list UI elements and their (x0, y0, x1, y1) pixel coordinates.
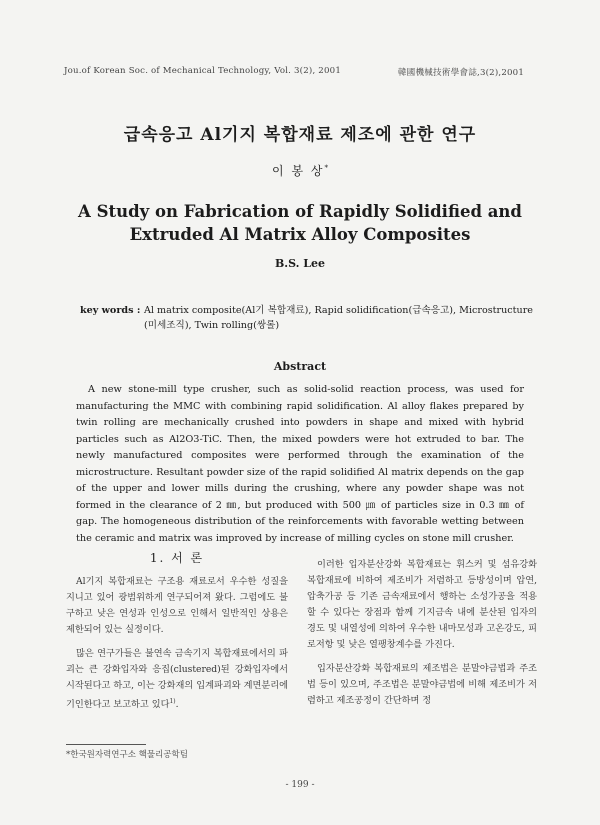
footnote-affiliation: *한국원자력연구소 핵물리공학팀 (66, 750, 188, 760)
english-title-line-1: A Study on Fabrication of Rapidly Solidified and (78, 202, 522, 221)
english-author: B.S. Lee (274, 257, 326, 270)
reference-mark: 1) (169, 698, 176, 705)
abstract-line: formed in the clearance of 2 ㎜, but produced with 500 ㎛ of particles size in 0.3 ㎜ of (76, 499, 524, 511)
running-header-right: 韓國機械技術學會誌,3(2),2001 (397, 68, 524, 78)
keywords-label: key words : (80, 305, 141, 316)
korean-author (0, 162, 600, 179)
keywords-line-1: Al matrix composite(Al기 복합재료), Rapid solidification(급속응고), Microstructure (144, 305, 533, 316)
intro-paragraph-4: 입자분산강화 복합재료의 제조법은 분말야금법과 주조법 등이 있으며, 주조법은 분말야금법에 비해 제조비가 저렴하고 제조공정이 간단하며 정 (307, 663, 537, 706)
abstract-heading: Abstract (273, 360, 327, 373)
section-heading-introduction: 1. 서 론 (149, 551, 205, 565)
intro-paragraph-2-text: 많은 연구가들은 불연속 금속기지 복합재료에서의 파괴는 큰 강화입자와 응집(clustered)된 강화입자에서 시작된다고 하고, 이는 강화재의 입계파괴와 계면분리에 기인한다고 보고하고 있다 (66, 648, 288, 711)
abstract-line: gap. The homogeneous distribution of the reinforcements with favorable wetting between (76, 516, 524, 527)
abstract-line: particles such as Al2O3-TiC. Then, the mixed powders were hot extruded to bar. The (76, 433, 524, 445)
abstract-line: manufacturing the MMC with combining rapid solidification. Al alloy flakes prepared by (76, 400, 524, 412)
keywords-line-2: (미세조직), Twin rolling(쌍롤) (144, 320, 280, 331)
intro-paragraph-2-end: . (175, 699, 179, 711)
abstract-line: the ceramic and matrix was improved by increase of milling cycles on stone mill crusher. (76, 532, 514, 544)
footnote-rule (66, 744, 146, 745)
abstract-line: A new stone-mill type crusher, such as solid-solid reaction process, was used for (88, 384, 524, 395)
intro-paragraph-1: Al기지 복합재료는 구조용 재료로서 우수한 성질을 지니고 있어 광범위하게 연구되어져 왔다. 그럼에도 불구하고 낮은 연성과 인성으로 인해서 일반적인 상용은 제한되어 있는 실정이다. (66, 576, 288, 635)
english-title (0, 200, 600, 246)
abstract-line: newly manufactured composites were performed through the examination of the (76, 450, 524, 461)
page-number: - 199 - (285, 780, 315, 790)
right-column (307, 557, 537, 711)
keywords-text (144, 303, 540, 333)
abstract-line: microstructure. Resultant powder size of the rapid solidified Al matrix depends on the gap (76, 466, 524, 478)
author-affiliation-mark: * (324, 164, 328, 172)
abstract-line: twin rolling are mechanically crushed into powders in shape and mixed with hybrid (76, 417, 524, 428)
intro-paragraph-3: 이러한 입자분산강화 복합재료는 휘스커 및 섬유강화 복합재료에 비하여 제조비가 저렴하고 등방성이며 압연, 압축가공 등 기존 금속재료에서 행하는 소성가공을 적용할 수 있다는 장점과 함께 기지금속 내에 분산된 입자의 경도 및 내열성에 의하여 우수한 내마모성과 고온강도, 피로저항 및 낮은 열팽창계수를 가진다. (307, 559, 537, 650)
abstract-line: of the upper and lower mills during the crushing, where any powder shape was not (76, 483, 524, 494)
left-column (66, 548, 288, 715)
korean-author-name: 이 봉 상 (272, 164, 325, 178)
abstract-body (76, 382, 524, 547)
korean-title: 급속응고 Al기지 복합재료 제조에 관한 연구 (123, 125, 477, 145)
intro-paragraph-2 (66, 646, 288, 713)
running-header-left: Jou.of Korean Soc. of Mechanical Technology, Vol. 3(2), 2001 (64, 66, 341, 76)
english-title-line-2: Extruded Al Matrix Alloy Composites (129, 225, 471, 244)
